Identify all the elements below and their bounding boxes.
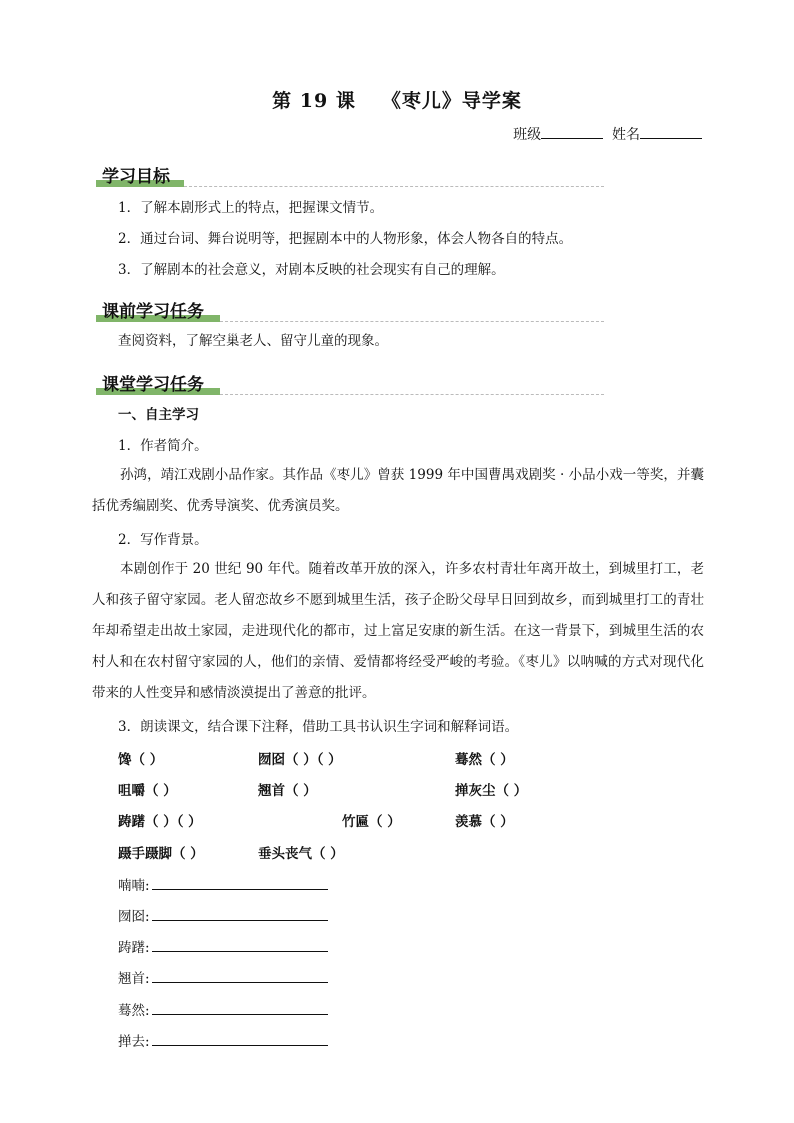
definition-line[interactable]: 翘首: xyxy=(118,967,328,987)
goal-item: 3．了解剧本的社会意义，对剧本反映的社会现实有自己的理解。 xyxy=(118,262,505,278)
vocab-item[interactable]: 竹匾（ ） xyxy=(342,814,401,830)
class-label: 班级 xyxy=(513,127,542,143)
vocab-item[interactable]: 囫囵（ ）（ ） xyxy=(258,752,342,768)
vocab-item[interactable]: 馋（ ） xyxy=(118,752,164,768)
section-divider xyxy=(220,394,604,395)
definition-line[interactable]: 喃喃: xyxy=(118,874,328,894)
subsection-self-study: 一、自主学习 xyxy=(118,407,199,423)
vocab-item[interactable]: 蹑手蹑脚（ ） xyxy=(118,846,204,862)
section-title: 课前学习任务 xyxy=(102,302,204,322)
question-vocabulary: 3．朗读课文，结合课下注释，借助工具书认识生字词和解释词语。 xyxy=(118,719,519,735)
section-heading-prework xyxy=(96,297,210,327)
section-heading-goals xyxy=(96,162,176,192)
goal-item: 2．通过台词、舞台说明等，把握剧本中的人物形象，体会人物各自的特点。 xyxy=(118,231,573,247)
student-info-line xyxy=(513,124,702,144)
section-title: 课堂学习任务 xyxy=(102,375,204,395)
name-blank[interactable] xyxy=(640,126,702,139)
definition-line[interactable]: 踌躇: xyxy=(118,936,328,956)
prework-text: 查阅资料，了解空巢老人、留守儿童的现象。 xyxy=(118,333,388,349)
lesson-title: 《枣儿》导学案 xyxy=(381,90,522,112)
vocab-item[interactable]: 掸灰尘（ ） xyxy=(455,783,528,799)
goal-item: 1．了解本剧形式上的特点，把握课文情节。 xyxy=(118,200,384,216)
background-text: 本剧创作于 20 世纪 90 年代。随着改革开放的深入，许多农村青壮年离开故土，到城里打工，老人和孩子留守家园。老人留恋故乡不愿到城里生活，孩子企盼父母早日回到故乡，而到城里打工的青壮年却希望走出故土家园，走进现代化的都市，过上富足安康的新生活。在这一背景下，到城里生活的农村人和在农村留守家园的人，他们的亲情、爱情都将经受严峻的考验。《枣儿》以呐喊的方式对现代化带来的人性变异和感情淡漠提出了善意的批评。 xyxy=(92,561,704,701)
section-title: 学习目标 xyxy=(102,167,170,187)
vocab-item[interactable]: 羡慕（ ） xyxy=(455,814,514,830)
vocab-item[interactable]: 蓦然（ ） xyxy=(455,752,514,768)
class-blank[interactable] xyxy=(541,126,603,139)
question-background: 2．写作背景。 xyxy=(118,532,208,548)
definition-line[interactable]: 掸去: xyxy=(118,1030,328,1050)
definition-line[interactable]: 蓦然: xyxy=(118,999,328,1019)
section-divider xyxy=(184,186,604,187)
question-author: 1．作者简介。 xyxy=(118,438,208,454)
section-heading-classwork xyxy=(96,370,210,400)
lesson-number: 第 19 课 xyxy=(272,90,356,112)
vocab-item[interactable]: 咀嚼（ ） xyxy=(118,783,177,799)
author-bio: 孙鸿，靖江戏剧小品作家。其作品《枣儿》曾获 1999 年中国曹禺戏剧奖 · 小品小戏一等奖，并囊括优秀编剧奖、优秀导演奖、优秀演员奖。 xyxy=(92,467,704,514)
vocab-item[interactable]: 垂头丧气（ ） xyxy=(258,846,344,862)
name-label: 姓名 xyxy=(612,127,640,143)
section-divider xyxy=(220,321,604,322)
vocab-item[interactable]: 踌躇（ ）（ ） xyxy=(118,814,202,830)
vocab-item[interactable]: 翘首（ ） xyxy=(258,783,317,799)
page-title xyxy=(0,86,794,113)
definition-line[interactable]: 囫囵: xyxy=(118,905,328,925)
